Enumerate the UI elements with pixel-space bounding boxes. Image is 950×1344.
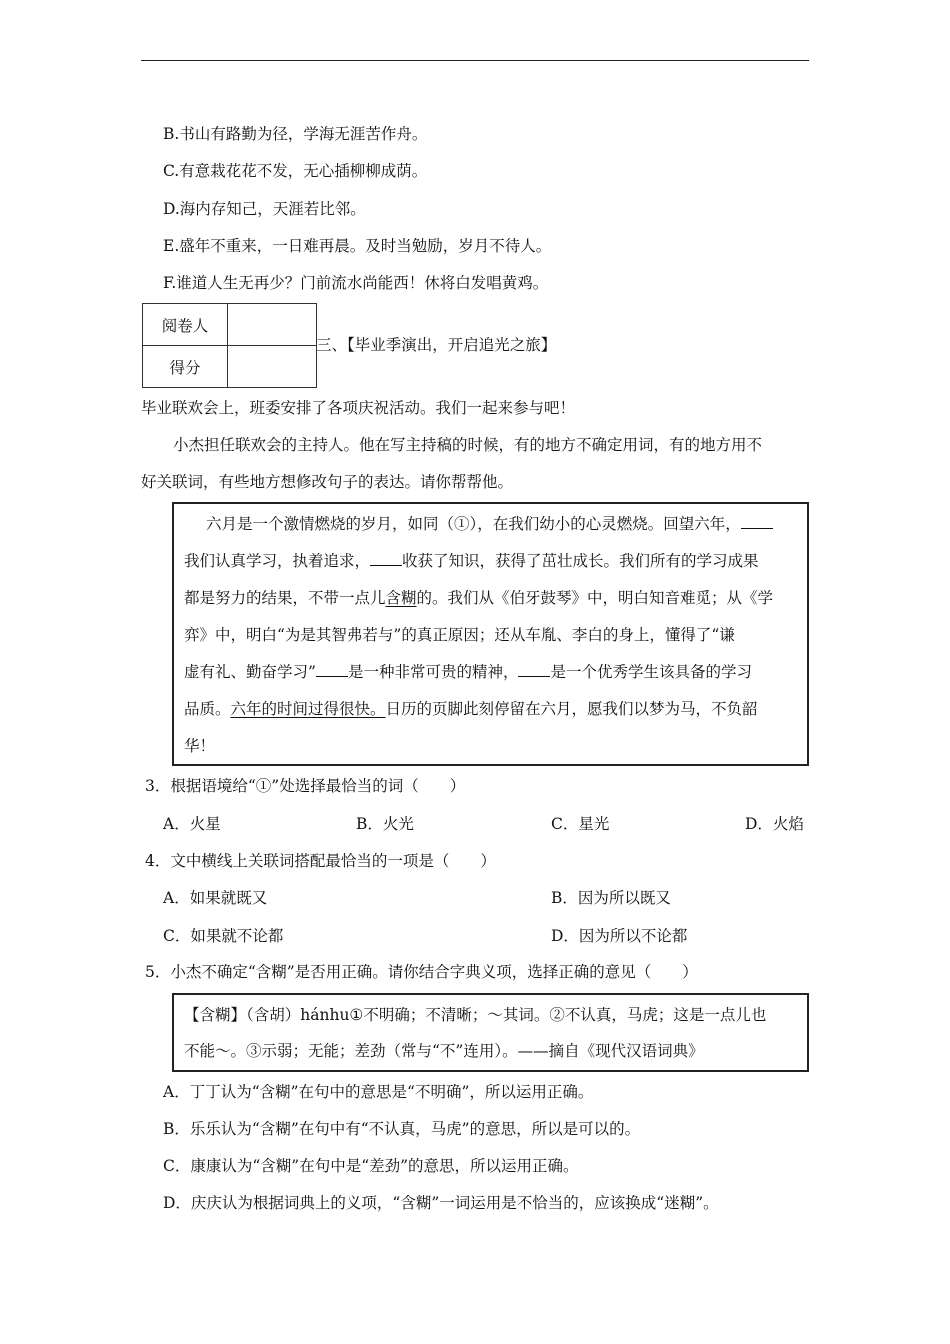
passage-line-1: [206, 514, 773, 534]
prev-option-f: F.谁道人生无再少？门前流水尚能西！休将白发唱黄鸡。: [163, 274, 549, 292]
passage-text: 是一个优秀学生该具备的学习: [550, 663, 752, 681]
q4-option-c[interactable]: C．如果就不论都: [163, 927, 284, 945]
blank-1[interactable]: [741, 514, 773, 529]
q4-option-b[interactable]: B．因为所以既又: [551, 889, 671, 907]
underlined-sentence: 六年的时间过得很快。: [230, 700, 386, 718]
q5-option-d[interactable]: D．庆庆认为根据词典上的义项，“含糊”一词运用是不恰当的，应该换成“迷糊”。: [163, 1194, 719, 1212]
passage-line-4: 弈》中，明白“为是其智弗若与”的真正原因；还从车胤、李白的身上，懂得了“谦: [184, 626, 735, 644]
score-label: 得分: [143, 346, 228, 388]
passage-line-3: [184, 588, 773, 608]
blank-2[interactable]: [370, 551, 402, 566]
q4-option-a[interactable]: A．如果就既又: [163, 889, 268, 907]
passage-line-7: 华！: [184, 737, 216, 755]
passage-text: 虚有礼、勤奋学习”: [184, 663, 316, 681]
q5-option-a[interactable]: A．丁丁认为“含糊”在句中的意思是“不明确”，所以运用正确。: [163, 1083, 594, 1101]
passage-line-2: [184, 551, 759, 571]
passage-line-5: [184, 662, 752, 682]
dictionary-line-2: 不能～。③示弱；无能；差劲（常与“不”连用）。——摘自《现代汉语词典》: [184, 1042, 704, 1060]
q5-option-c[interactable]: C．康康认为“含糊”在句中是“差劲”的意思，所以运用正确。: [163, 1157, 579, 1175]
passage-box: [172, 502, 809, 766]
prev-option-b: B.书山有路勤为径，学海无涯苦作舟。: [163, 125, 428, 143]
passage-text: 日历的页脚此刻停留在六月，愿我们以梦为马，不负韶: [385, 700, 758, 718]
q3-option-b[interactable]: B．火光: [356, 815, 414, 833]
passage-text: 六月是一个激情燃烧的岁月，如同（①），在我们幼小的心灵燃烧。回望六年，: [206, 515, 741, 533]
q5-stem: 5．小杰不确定“含糊”是否用正确。请你结合字典义项，选择正确的意见（ ）: [145, 963, 698, 981]
blank-4[interactable]: [518, 662, 550, 677]
intro-line-3: 好关联词，有些地方想修改句子的表达。请你帮帮他。: [141, 473, 514, 491]
passage-text: 是一种非常可贵的精神，: [347, 663, 519, 681]
score-field[interactable]: [228, 346, 317, 388]
passage-text: 品质。: [184, 700, 231, 718]
passage-text: 收获了知识，获得了茁壮成长。我们所有的学习成果: [402, 552, 759, 570]
q4-stem: 4．文中横线上关联词搭配最恰当的一项是（ ）: [145, 852, 496, 870]
q3-option-a[interactable]: A．火星: [163, 815, 221, 833]
q5-option-b[interactable]: B．乐乐认为“含糊”在句中有“不认真，马虎”的意思，所以是可以的。: [163, 1120, 641, 1138]
passage-text: 的。我们从《伯牙鼓琴》中，明白知音难觅；从《学: [416, 589, 774, 607]
dictionary-box: [172, 993, 809, 1072]
prev-option-e: E.盛年不重来，一日难再晨。及时当勉励，岁月不待人。: [163, 237, 552, 255]
prev-option-c: C.有意栽花花不发，无心插柳柳成荫。: [163, 162, 428, 180]
q3-option-c[interactable]: C．星光: [551, 815, 610, 833]
passage-text: 我们认真学习，执着追求，: [184, 552, 371, 570]
header-rule: [141, 60, 809, 61]
dictionary-line-1: 【含糊】（含胡）hánhu①不明确；不清晰；～其词。②不认真，马虎；这是一点儿也: [184, 1006, 767, 1024]
reviewer-field[interactable]: [228, 304, 317, 346]
intro-line-2: 小杰担任联欢会的主持人。他在写主持稿的时候，有的地方不确定用词，有的地方用不: [173, 436, 763, 454]
passage-line-6: [184, 699, 758, 719]
score-table: [142, 303, 317, 388]
section-title: 三、【毕业季演出，开启追光之旅】: [316, 336, 557, 354]
underlined-word-hanhu: 含糊: [385, 589, 417, 607]
q4-option-d[interactable]: D．因为所以不论都: [551, 927, 688, 945]
prev-option-d: D.海内存知己，天涯若比邻。: [163, 200, 366, 218]
blank-3[interactable]: [316, 662, 348, 677]
reviewer-label: 阅卷人: [143, 304, 228, 346]
q3-option-d[interactable]: D．火焰: [745, 815, 804, 833]
q3-stem: 3．根据语境给“①”处选择最恰当的词（ ）: [145, 777, 466, 795]
passage-text: 都是努力的结果，不带一点儿: [184, 589, 386, 607]
intro-line-1: 毕业联欢会上，班委安排了各项庆祝活动。我们一起来参与吧！: [141, 399, 576, 417]
